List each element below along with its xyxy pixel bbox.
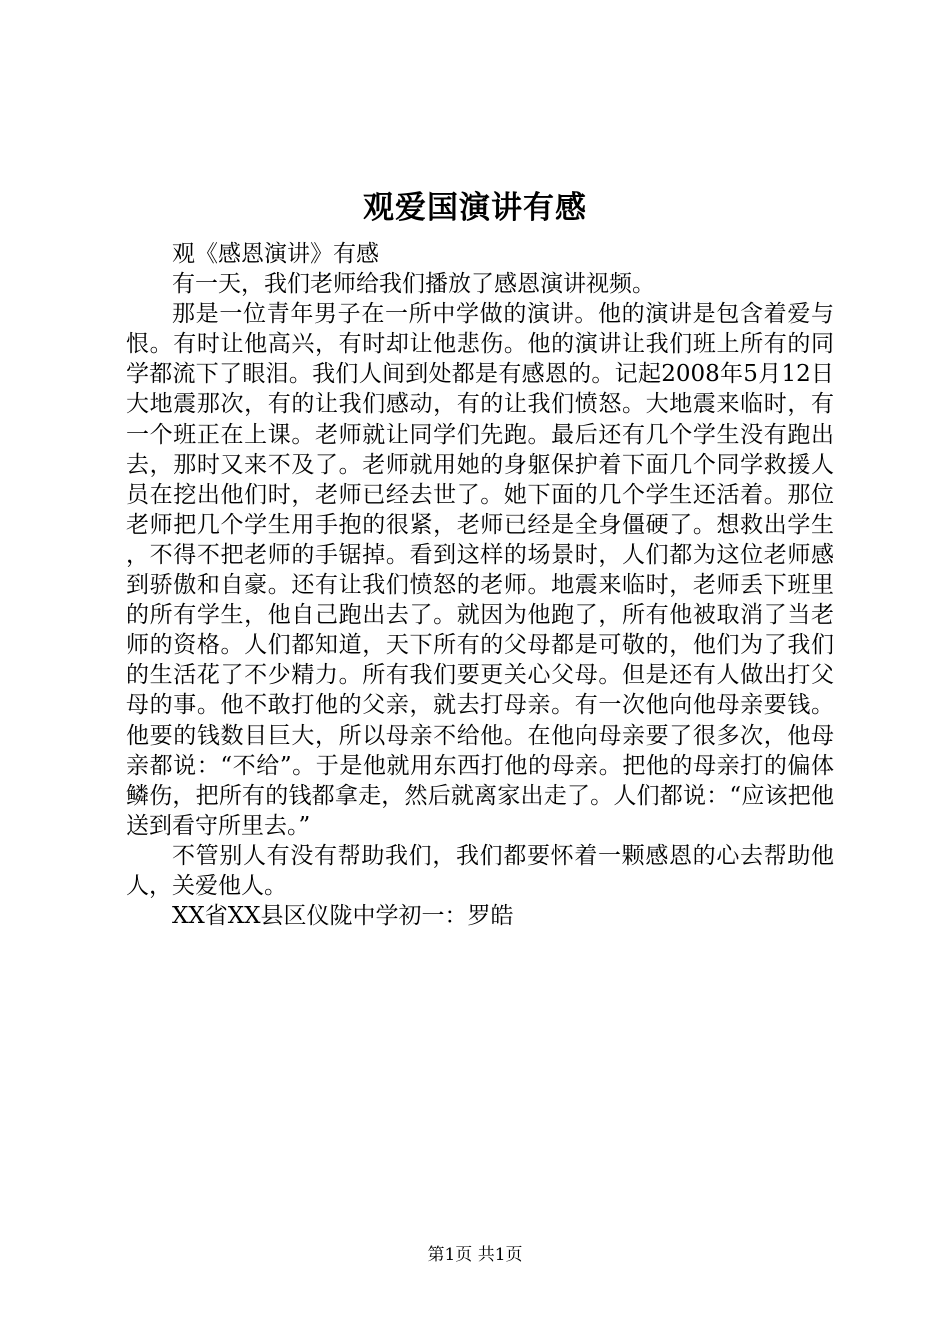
paragraph-subtitle: 观《感恩演讲》有感	[172, 241, 379, 267]
paragraph-author: XX省XX县区仪陇中学初一：罗皓	[172, 903, 514, 930]
document-title: 观爱国演讲有感	[363, 190, 587, 226]
paragraph-conclusion: 不管别人有没有帮助我们，我们都要怀着一颗感恩的心去帮助他人，关爱他人。	[126, 842, 834, 899]
paragraph-main: 那是一位青年男子在一所中学做的演讲。他的演讲是包含着爱与恨。有时让他高兴，有时却让他悲伤。他的演讲让我们班上所有的同学都流下了眼泪。我们人间到处都是有感恩的。记起2008年5月12日大地震那次，有的让我们感动，有的让我们愤怒。大地震来临时，有一个班正在上课。老师就让同学们先跑。最后还有几个学生没有跑出去，那时又来不及了。老师就用她的身躯保护着下面几个同学救援人员在挖出他们时，老师已经去世了。她下面的几个学生还活着。那位老师把几个学生用手抱的很紧，老师已经是全身僵硬了。想救出学生，不得不把老师的手锯掉。看到这样的场景时，人们都为这位老师感到骄傲和自豪。还有让我们愤怒的老师。地震来临时，老师丢下班里的所有学生，他自己跑出去了。就因为他跑了，所有他被取消了当老师的资格。人们都知道，天下所有的父母都是可敬的，他们为了我们的生活花了不少精力。所有我们要更关心父母。但是还有人做出打父母的事。他不敢打他的父亲，就去打母亲。有一次他向他母亲要钱。他要的钱数目巨大，所以母亲不给他。在他向母亲要了很多次，他母亲都说：“不给”。于是他就用东西打他的母亲。把他的母亲打的偏体鳞伤，把所有的钱都拿走，然后就离家出走了。人们都说：“应该把他送到看守所里去。”	[126, 301, 834, 839]
paragraph-intro: 有一天，我们老师给我们播放了感恩演讲视频。	[172, 271, 655, 298]
page-number-footer: 第1页 共1页	[427, 1245, 523, 1265]
document-body	[126, 239, 834, 931]
